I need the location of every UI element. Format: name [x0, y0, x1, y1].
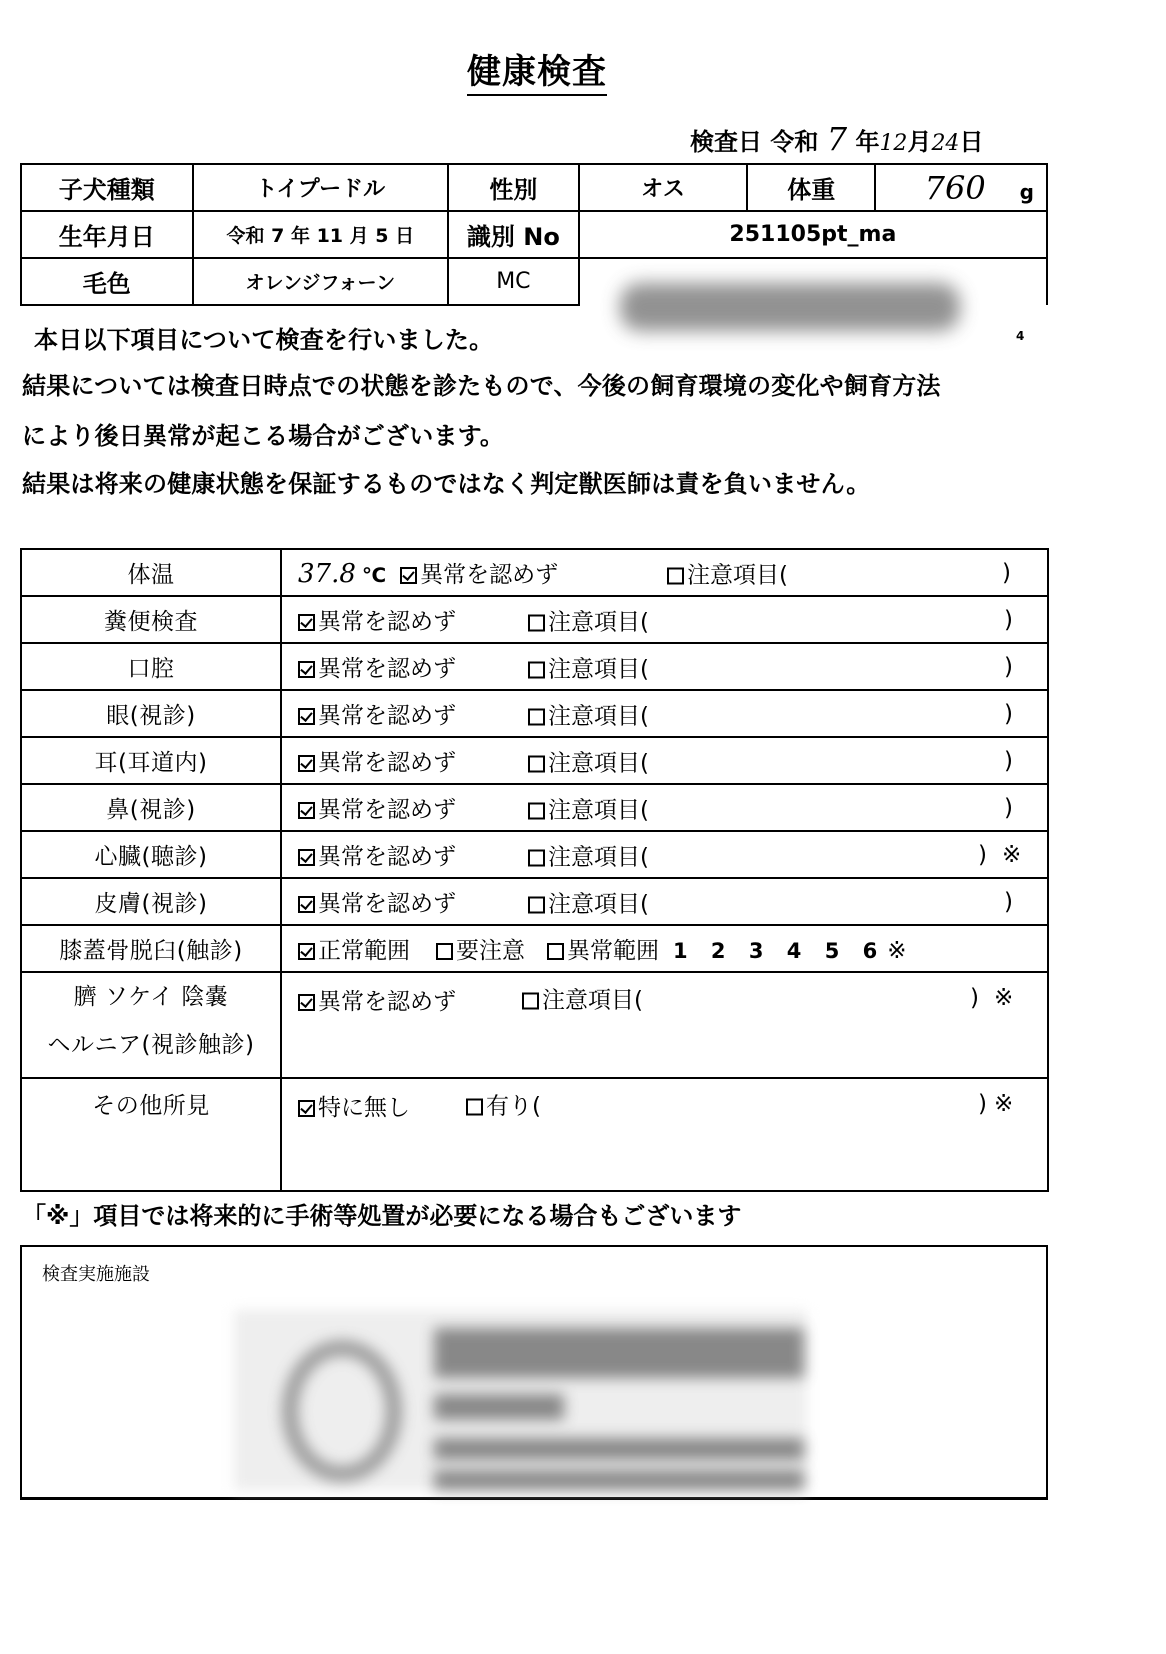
redacted-mc-number	[620, 283, 960, 331]
color-value: オレンジフォーン	[193, 258, 448, 305]
checkbox-empty-icon[interactable]	[528, 708, 545, 725]
exam-result	[281, 784, 1048, 831]
title-text: 健康検査	[467, 52, 607, 96]
caution-option[interactable]	[528, 791, 649, 824]
checkbox-empty-icon[interactable]	[528, 614, 545, 631]
hernia-label-line-2: ヘルニア(視診触診)	[47, 1032, 255, 1058]
ok-label: 異常を認めず	[318, 750, 456, 776]
caution-option[interactable]	[522, 982, 643, 1015]
sex-label: 性別	[448, 164, 579, 211]
caution-label: 注意項目(	[548, 891, 649, 917]
caution-label: 注意項目(	[548, 844, 649, 870]
checkbox-checked-icon[interactable]	[298, 849, 315, 866]
exam-result	[281, 972, 1048, 1078]
exam-item-label: その他所見	[21, 1078, 281, 1191]
color-label: 毛色	[21, 258, 193, 305]
ok-label: 異常を認めず	[318, 703, 456, 729]
caution-option[interactable]	[528, 650, 649, 683]
exam-row	[21, 831, 1048, 878]
exam-item-label	[21, 972, 281, 1078]
mc-label: MC	[448, 258, 579, 305]
checkbox-empty-icon[interactable]	[547, 943, 564, 960]
exam-result	[281, 643, 1048, 690]
sex-value: オス	[579, 164, 748, 211]
redacted-phone	[434, 1470, 804, 1490]
yes-label: 有り(	[486, 1093, 541, 1120]
ok-label: 異常を認めず	[318, 609, 456, 635]
checkbox-empty-icon[interactable]	[436, 943, 453, 960]
caution-option[interactable]	[528, 603, 649, 636]
exam-date-year-unit: 年	[855, 128, 880, 156]
notice-line-1: 本日以下項目について検査を行いました。	[34, 326, 494, 354]
checkbox-empty-icon[interactable]	[667, 567, 684, 584]
exam-date-label: 検査日	[690, 128, 762, 156]
checkbox-empty-icon[interactable]	[522, 993, 539, 1010]
ok-label: 異常を認めず	[318, 656, 456, 682]
normal-label: 正常範囲	[318, 938, 410, 964]
exam-row-other	[21, 1078, 1048, 1191]
caution-close: )	[1004, 606, 1013, 633]
checkbox-checked-icon[interactable]	[298, 994, 315, 1011]
notice-line-3: により後日異常が起こる場合がございます。	[22, 422, 505, 450]
caution-close: )	[1004, 747, 1013, 774]
none-label: 特に無し	[318, 1095, 410, 1121]
checkbox-checked-icon[interactable]	[400, 567, 417, 584]
caution-option[interactable]	[528, 885, 649, 918]
normal-option[interactable]	[298, 932, 410, 965]
exam-result	[281, 925, 1048, 972]
breed-value: トイプードル	[193, 164, 448, 211]
exam-row-hernia	[21, 972, 1048, 1078]
ok-option[interactable]	[298, 744, 456, 777]
caution-option[interactable]	[528, 697, 649, 730]
exam-item-label: 口腔	[21, 643, 281, 690]
attention-label: 要注意	[456, 938, 525, 964]
ok-label: 異常を認めず	[318, 797, 456, 823]
exam-result	[281, 737, 1048, 784]
exam-row-patella	[21, 925, 1048, 972]
caution-close: )	[1004, 794, 1013, 821]
weight-label: 体重	[747, 164, 875, 211]
checkbox-empty-icon[interactable]	[528, 849, 545, 866]
checkbox-empty-icon[interactable]	[528, 661, 545, 678]
none-option[interactable]	[298, 1089, 410, 1122]
exam-date-month-unit: 月	[907, 128, 932, 156]
ok-option[interactable]	[298, 791, 456, 824]
checkbox-empty-icon[interactable]	[528, 896, 545, 913]
redacted-postal-code	[434, 1394, 564, 1420]
exam-row	[21, 878, 1048, 925]
exam-date-year: 7	[826, 120, 848, 158]
page-title	[0, 44, 1074, 93]
caution-option[interactable]	[667, 556, 788, 589]
caution-label: 注意項目(	[548, 609, 649, 635]
exam-item-label: 鼻(視診)	[21, 784, 281, 831]
exam-item-label: 心臓(聴診)	[21, 831, 281, 878]
exam-row	[21, 690, 1048, 737]
hernia-label-line-1: 臍 ソケイ 陰嚢	[73, 984, 229, 1010]
checkbox-empty-icon[interactable]	[528, 802, 545, 819]
exam-result	[281, 549, 1048, 596]
caution-close: )	[1002, 559, 1011, 586]
notice-line-2: 結果については検査日時点での状態を診たもので、今後の飼育環境の変化や飼育方法	[22, 372, 941, 400]
ok-option[interactable]	[400, 556, 558, 589]
ok-option[interactable]	[298, 650, 456, 683]
exam-date-month: 12	[879, 131, 908, 156]
exam-result	[281, 1078, 1048, 1191]
ok-label: 異常を認めず	[420, 562, 559, 588]
caution-label: 注意項目(	[548, 703, 649, 729]
exam-row	[21, 784, 1048, 831]
grade-scale: 1 2 3 4 5 6	[673, 939, 886, 963]
exam-result	[281, 596, 1048, 643]
surgery-footnote: 「※」項目では将来的に手術等処置が必要になる場合もございます	[22, 1202, 742, 1230]
ok-option[interactable]	[298, 603, 456, 636]
temperature-value: 37.8	[298, 559, 356, 589]
caution-label: 注意項目(	[548, 750, 649, 776]
abnormal-option[interactable]	[547, 932, 659, 965]
ok-label: 異常を認めず	[318, 989, 456, 1015]
exam-item-label: 糞便検査	[21, 596, 281, 643]
exam-result	[281, 831, 1048, 878]
seal-icon	[282, 1340, 402, 1482]
exam-result	[281, 690, 1048, 737]
ok-option[interactable]	[298, 885, 456, 918]
yes-close: )	[978, 1091, 987, 1117]
abnormal-label: 異常範囲	[567, 938, 659, 964]
checkbox-checked-icon[interactable]	[298, 755, 315, 772]
temperature-unit: ℃	[361, 563, 387, 587]
caution-close: )	[1004, 888, 1013, 915]
exam-item-label: 体温	[21, 549, 281, 596]
exam-item-label: 皮膚(視診)	[21, 878, 281, 925]
id-label: 識別 No	[448, 211, 579, 258]
exam-result	[281, 878, 1048, 925]
checkbox-empty-icon[interactable]	[466, 1099, 483, 1116]
ok-option[interactable]	[298, 697, 456, 730]
ok-option[interactable]	[298, 983, 456, 1016]
exam-row	[21, 643, 1048, 690]
surgery-note-mark: ※	[994, 1091, 1014, 1117]
checkbox-checked-icon[interactable]	[298, 614, 315, 631]
exam-item-label: 耳(耳道内)	[21, 737, 281, 784]
caution-label: 注意項目(	[687, 562, 788, 588]
weight-cell	[875, 164, 1047, 211]
redacted-facility-name	[434, 1328, 804, 1378]
birth-value: 令和 7 年 11 月 5 日	[193, 211, 448, 258]
caution-close: )	[1004, 653, 1013, 680]
caution-close: )	[970, 985, 979, 1011]
caution-label: 注意項目(	[548, 797, 649, 823]
facility-label: 検査実施施設	[42, 1264, 150, 1285]
facility-stamp-redacted	[234, 1310, 807, 1490]
page-mark: 4	[1016, 329, 1025, 343]
exam-date-day: 24	[931, 131, 960, 156]
breed-label: 子犬種類	[21, 164, 193, 211]
exam-row	[21, 737, 1048, 784]
surgery-note-mark: ※	[994, 985, 1014, 1011]
surgery-note-mark: ※	[887, 938, 907, 964]
exam-row	[21, 596, 1048, 643]
exam-date-day-unit: 日	[959, 128, 984, 156]
yes-option[interactable]	[466, 1088, 541, 1121]
weight-value: 760	[924, 168, 986, 207]
surgery-note-mark: ※	[1002, 841, 1022, 868]
exam-item-label: 膝蓋骨脱臼(触診)	[21, 925, 281, 972]
notice-line-4: 結果は将来の健康状態を保証するものではなく判定獣医師は責を負いません。	[22, 470, 871, 498]
checkbox-checked-icon[interactable]	[298, 661, 315, 678]
checkbox-checked-icon[interactable]	[298, 896, 315, 913]
exam-table	[20, 548, 1049, 1192]
caution-option[interactable]	[528, 744, 649, 777]
caution-option[interactable]	[528, 838, 649, 871]
checkbox-empty-icon[interactable]	[528, 755, 545, 772]
birth-label: 生年月日	[21, 211, 193, 258]
exam-date	[690, 120, 983, 158]
checkbox-checked-icon[interactable]	[298, 943, 315, 960]
ok-option[interactable]	[298, 838, 456, 871]
caution-close: )	[978, 841, 987, 868]
caution-label: 注意項目(	[542, 987, 643, 1014]
attention-option[interactable]	[436, 932, 525, 965]
weight-unit: g	[1019, 179, 1034, 204]
id-value: 251105pt_ma	[579, 211, 1047, 258]
ok-label: 異常を認めず	[318, 844, 456, 870]
caution-close: )	[1004, 700, 1013, 727]
exam-row-temperature	[21, 549, 1048, 596]
ok-label: 異常を認めず	[318, 891, 456, 917]
exam-item-label: 眼(視診)	[21, 690, 281, 737]
checkbox-checked-icon[interactable]	[298, 802, 315, 819]
checkbox-checked-icon[interactable]	[298, 708, 315, 725]
exam-date-era: 令和	[770, 128, 819, 156]
checkbox-checked-icon[interactable]	[298, 1100, 315, 1117]
redacted-address	[434, 1438, 804, 1460]
caution-label: 注意項目(	[548, 656, 649, 682]
